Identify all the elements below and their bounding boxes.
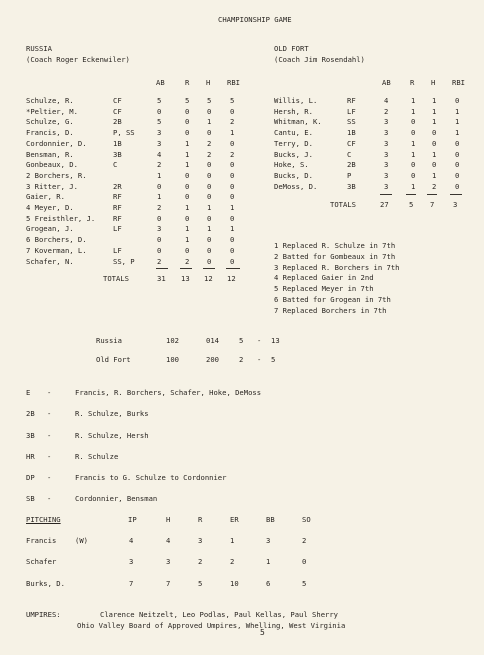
- player-ab: 5: [157, 117, 162, 126]
- player-position: CF: [347, 139, 356, 148]
- stat-value: R. Schulze, Hersh: [75, 431, 149, 440]
- pitching-stat: 3: [198, 536, 203, 545]
- player-name: Bucks, D.: [274, 171, 313, 180]
- player-h: 0: [207, 257, 212, 266]
- player-r: 1: [411, 107, 416, 116]
- substitution-note: 5 Replaced Meyer in 7th: [274, 284, 374, 293]
- player-rbi: 1: [455, 107, 460, 116]
- player-position: 3B: [113, 150, 122, 159]
- oldfort-total-rule-ab: [380, 194, 392, 195]
- player-ab: 0: [157, 246, 162, 255]
- player-name: *Peltier, M.: [26, 107, 78, 116]
- player-h: 1: [432, 150, 437, 159]
- player-h: 0: [207, 246, 212, 255]
- player-name: Schulze, G.: [26, 117, 74, 126]
- pitching-column-header: ER: [230, 515, 239, 524]
- stat-label: SB: [26, 494, 35, 503]
- player-name: Cordonnier, D.: [26, 139, 87, 148]
- stat-separator: -: [47, 473, 52, 482]
- player-ab: 3: [384, 139, 389, 148]
- pitching-stat: 7: [166, 579, 171, 588]
- page-title: CHAMPIONSHIP GAME: [218, 15, 292, 24]
- player-h: 0: [432, 128, 437, 137]
- player-h: 2: [207, 150, 212, 159]
- player-rbi: 0: [455, 150, 460, 159]
- pitching-stat: 7: [129, 579, 134, 588]
- oldfort-total-rbi: 3: [453, 200, 458, 209]
- player-ab: 1: [157, 192, 162, 201]
- player-r: 1: [185, 224, 190, 233]
- player-ab: 3: [384, 182, 389, 191]
- pitching-stat: 3: [266, 536, 271, 545]
- player-rbi: 0: [455, 160, 460, 169]
- player-r: 1: [185, 150, 190, 159]
- stat-value: R. Schulze, Burks: [75, 409, 149, 418]
- player-name: Willis, L.: [274, 96, 318, 105]
- pitching-stat: 3: [129, 557, 134, 566]
- linescore-inning-7: 5: [239, 336, 244, 345]
- player-ab: 2: [157, 257, 162, 266]
- oldfort-coach: (Coach Jim Rosendahl): [274, 55, 365, 64]
- player-position: 2B: [113, 117, 122, 126]
- player-position: 2B: [347, 160, 356, 169]
- player-h: 1: [432, 117, 437, 126]
- player-h: 0: [207, 107, 212, 116]
- player-r: 0: [185, 128, 190, 137]
- russia-team-name: RUSSIA: [26, 44, 52, 53]
- player-rbi: 5: [230, 96, 235, 105]
- pitching-stat: 4: [129, 536, 134, 545]
- player-ab: 3: [157, 139, 162, 148]
- player-r: 1: [185, 160, 190, 169]
- pitching-stat: 1: [266, 557, 271, 566]
- oldfort-total-ab: 27: [380, 200, 389, 209]
- player-h: 0: [207, 160, 212, 169]
- player-rbi: 1: [455, 117, 460, 126]
- player-position: LF: [113, 224, 122, 233]
- linescore-innings-1-3: 100: [166, 355, 179, 364]
- russia-header-r: R: [185, 78, 190, 87]
- stat-label: 2B: [26, 409, 35, 418]
- player-h: 2: [432, 182, 437, 191]
- pitching-column-header: H: [166, 515, 171, 524]
- linescore-inning-7: 2: [239, 355, 244, 364]
- player-position: C: [347, 150, 352, 159]
- player-h: 1: [207, 117, 212, 126]
- player-rbi: 2: [230, 117, 235, 126]
- player-r: 0: [411, 128, 416, 137]
- player-rbi: 1: [230, 224, 235, 233]
- player-ab: 0: [157, 235, 162, 244]
- linescore-team: Old Fort: [96, 355, 131, 364]
- player-rbi: 1: [230, 203, 235, 212]
- player-name: Francis, D.: [26, 128, 74, 137]
- player-r: 0: [185, 192, 190, 201]
- pitching-stat: 1: [230, 536, 235, 545]
- linescore-innings-4-6: 014: [206, 336, 219, 345]
- oldfort-total-rule-h: [427, 194, 437, 195]
- player-ab: 2: [384, 107, 389, 116]
- oldfort-total-r: 5: [409, 200, 414, 209]
- player-h: 1: [207, 203, 212, 212]
- substitution-note: 7 Replaced Borchers in 7th: [274, 306, 387, 315]
- player-rbi: 0: [230, 171, 235, 180]
- player-name: Hoke, S.: [274, 160, 309, 169]
- player-name: Bensman, R.: [26, 150, 74, 159]
- stat-value: Francis, R. Borchers, Schafer, Hoke, DeMoss: [75, 388, 262, 397]
- oldfort-total-rule-rbi: [450, 194, 462, 195]
- player-position: 1B: [347, 128, 356, 137]
- stat-separator: -: [47, 388, 52, 397]
- player-name: Gonbeaux, D.: [26, 160, 78, 169]
- player-r: 2: [185, 257, 190, 266]
- pitching-column-header: SO: [302, 515, 311, 524]
- player-r: 0: [411, 160, 416, 169]
- linescore-dash: -: [257, 355, 262, 364]
- player-r: 0: [185, 182, 190, 191]
- stat-label: E: [26, 388, 31, 397]
- player-ab: 0: [157, 182, 162, 191]
- player-name: 5 Freisthler, J.: [26, 214, 96, 223]
- stat-value: Francis to G. Schulze to Cordonnier: [75, 473, 227, 482]
- stat-value: Cordonnier, Bensman: [75, 494, 158, 503]
- player-r: 1: [411, 96, 416, 105]
- player-h: 0: [207, 182, 212, 191]
- russia-total-rule-h: [203, 268, 215, 269]
- substitution-note: 1 Replaced R. Schulze in 7th: [274, 241, 396, 250]
- player-ab: 5: [157, 96, 162, 105]
- pitching-stat: 4: [166, 536, 171, 545]
- player-name: DeMoss, D.: [274, 182, 318, 191]
- player-position: SS, P: [113, 257, 135, 266]
- player-name: Bucks, J.: [274, 150, 313, 159]
- stat-label: DP: [26, 473, 35, 482]
- player-name: Whitman, K.: [274, 117, 322, 126]
- pitching-column-header: R: [198, 515, 203, 524]
- stat-separator: -: [47, 494, 52, 503]
- player-position: 2R: [113, 182, 122, 191]
- player-r: 5: [185, 96, 190, 105]
- player-position: LF: [113, 246, 122, 255]
- pitching-stat: 5: [302, 579, 307, 588]
- player-ab: 4: [157, 150, 162, 159]
- player-ab: 2: [157, 203, 162, 212]
- player-r: 1: [185, 235, 190, 244]
- player-h: 1: [432, 107, 437, 116]
- pitching-stat: 2: [230, 557, 235, 566]
- player-rbi: 0: [230, 235, 235, 244]
- player-rbi: 0: [230, 160, 235, 169]
- player-ab: 0: [157, 214, 162, 223]
- substitution-note: 4 Replaced Gaier in 2nd: [274, 273, 374, 282]
- player-name: Terry, D.: [274, 139, 313, 148]
- oldfort-team-name: OLD FORT: [274, 44, 309, 53]
- player-name: 3 Ritter, J.: [26, 182, 78, 191]
- linescore-total: 13: [271, 336, 280, 345]
- player-position: C: [113, 160, 118, 169]
- pitcher-decision: (W): [75, 536, 88, 545]
- pitcher-name: Francis: [26, 536, 57, 545]
- pitching-stat: 2: [302, 536, 307, 545]
- player-position: RF: [113, 192, 122, 201]
- page-number: 5: [260, 628, 265, 637]
- player-r: 1: [185, 203, 190, 212]
- umpires-board: Ohio Valley Board of Approved Umpires, Whelling, West Virginia: [77, 621, 346, 630]
- player-position: SS: [347, 117, 356, 126]
- player-position: RF: [347, 96, 356, 105]
- player-position: P, SS: [113, 128, 135, 137]
- player-position: CF: [113, 107, 122, 116]
- player-rbi: 0: [230, 107, 235, 116]
- player-r: 0: [185, 171, 190, 180]
- player-h: 0: [432, 139, 437, 148]
- player-h: 1: [207, 224, 212, 233]
- player-rbi: 2: [230, 150, 235, 159]
- player-position: 1B: [113, 139, 122, 148]
- player-h: 2: [207, 139, 212, 148]
- linescore-dash: -: [257, 336, 262, 345]
- player-name: Cantu, E.: [274, 128, 313, 137]
- oldfort-total-rule-r: [406, 194, 416, 195]
- substitution-note: 2 Batted for Gombeaux in 7th: [274, 252, 396, 261]
- player-h: 1: [432, 96, 437, 105]
- oldfort-header-r: R: [410, 78, 415, 87]
- player-h: 0: [207, 192, 212, 201]
- player-name: Grogean, J.: [26, 224, 74, 233]
- player-rbi: 0: [230, 182, 235, 191]
- player-name: Hersh, R.: [274, 107, 313, 116]
- russia-total-rule-ab: [156, 268, 168, 269]
- russia-totals-label: TOTALS: [103, 274, 129, 283]
- player-position: 3B: [347, 182, 356, 191]
- player-ab: 2: [157, 160, 162, 169]
- stat-separator: -: [47, 409, 52, 418]
- substitution-note: 3 Replaced R. Borchers in 7th: [274, 263, 400, 272]
- linescore-innings-1-3: 102: [166, 336, 179, 345]
- pitching-stat: 10: [230, 579, 239, 588]
- player-name: Gaier, R.: [26, 192, 65, 201]
- player-rbi: 0: [455, 171, 460, 180]
- player-h: 5: [207, 96, 212, 105]
- stat-label: 3B: [26, 431, 35, 440]
- pitching-stat: 3: [166, 557, 171, 566]
- player-rbi: 0: [230, 139, 235, 148]
- player-h: 0: [207, 128, 212, 137]
- player-name: 2 Borchers, R.: [26, 171, 87, 180]
- player-r: 1: [411, 182, 416, 191]
- russia-total-r: 13: [181, 274, 190, 283]
- player-ab: 0: [157, 107, 162, 116]
- player-ab: 3: [384, 150, 389, 159]
- russia-total-ab: 31: [157, 274, 166, 283]
- pitching-stat: 0: [302, 557, 307, 566]
- player-ab: 1: [157, 171, 162, 180]
- player-h: 0: [432, 160, 437, 169]
- player-rbi: 0: [230, 192, 235, 201]
- russia-header-rbi: RBI: [227, 78, 240, 87]
- russia-coach: (Coach Roger Eckenwiler): [26, 55, 130, 64]
- player-r: 0: [411, 171, 416, 180]
- player-r: 0: [185, 107, 190, 116]
- umpires-names: Clarence Neitzelt, Leo Podlas, Paul Kellas, Paul Sherry: [100, 610, 338, 619]
- pitching-header: PITCHING: [26, 515, 61, 524]
- player-rbi: 1: [230, 128, 235, 137]
- russia-total-rule-rbi: [226, 268, 240, 269]
- player-ab: 3: [384, 171, 389, 180]
- oldfort-header-h: H: [431, 78, 436, 87]
- pitching-column-header: IP: [128, 515, 137, 524]
- pitcher-name: Schafer: [26, 557, 57, 566]
- oldfort-totals-label: TOTALS: [330, 200, 356, 209]
- player-ab: 3: [157, 128, 162, 137]
- umpires-label: UMPIRES:: [26, 610, 61, 619]
- player-rbi: 0: [230, 257, 235, 266]
- russia-header-h: H: [206, 78, 211, 87]
- pitcher-name: Burks, D.: [26, 579, 65, 588]
- player-rbi: 0: [455, 139, 460, 148]
- player-name: 6 Borchers, D.: [26, 235, 87, 244]
- player-r: 1: [411, 139, 416, 148]
- russia-total-h: 12: [204, 274, 213, 283]
- oldfort-header-rbi: RBI: [452, 78, 465, 87]
- player-ab: 3: [384, 160, 389, 169]
- stat-separator: -: [47, 431, 52, 440]
- player-position: RF: [113, 203, 122, 212]
- pitching-stat: 2: [198, 557, 203, 566]
- player-name: Schafer, N.: [26, 257, 74, 266]
- linescore-team: Russia: [96, 336, 122, 345]
- player-rbi: 0: [230, 246, 235, 255]
- stat-label: HR: [26, 452, 35, 461]
- player-ab: 3: [384, 117, 389, 126]
- russia-total-rule-r: [180, 268, 192, 269]
- russia-total-rbi: 12: [227, 274, 236, 283]
- oldfort-header-ab: AB: [382, 78, 391, 87]
- player-rbi: 1: [455, 128, 460, 137]
- player-h: 0: [207, 235, 212, 244]
- oldfort-total-h: 7: [430, 200, 435, 209]
- player-h: 1: [432, 171, 437, 180]
- player-ab: 4: [384, 96, 389, 105]
- player-ab: 3: [157, 224, 162, 233]
- player-name: 4 Meyer, D.: [26, 203, 74, 212]
- player-r: 0: [185, 246, 190, 255]
- player-r: 1: [411, 150, 416, 159]
- stat-value: R. Schulze: [75, 452, 119, 461]
- player-name: 7 Koverman, L.: [26, 246, 87, 255]
- player-position: LF: [347, 107, 356, 116]
- player-h: 0: [207, 171, 212, 180]
- player-position: P: [347, 171, 352, 180]
- stat-separator: -: [47, 452, 52, 461]
- pitching-stat: 5: [198, 579, 203, 588]
- player-r: 0: [411, 117, 416, 126]
- pitching-stat: 6: [266, 579, 271, 588]
- player-rbi: 0: [230, 214, 235, 223]
- linescore-total: 5: [271, 355, 276, 364]
- player-rbi: 0: [455, 182, 460, 191]
- player-position: RF: [113, 214, 122, 223]
- player-rbi: 0: [455, 96, 460, 105]
- player-r: 0: [185, 214, 190, 223]
- player-position: CF: [113, 96, 122, 105]
- player-r: 0: [185, 117, 190, 126]
- player-name: Schulze, R.: [26, 96, 74, 105]
- player-r: 1: [185, 139, 190, 148]
- pitching-column-header: BB: [266, 515, 275, 524]
- linescore-innings-4-6: 200: [206, 355, 219, 364]
- russia-header-ab: AB: [156, 78, 165, 87]
- player-ab: 3: [384, 128, 389, 137]
- player-h: 0: [207, 214, 212, 223]
- substitution-note: 6 Batted for Grogean in 7th: [274, 295, 391, 304]
